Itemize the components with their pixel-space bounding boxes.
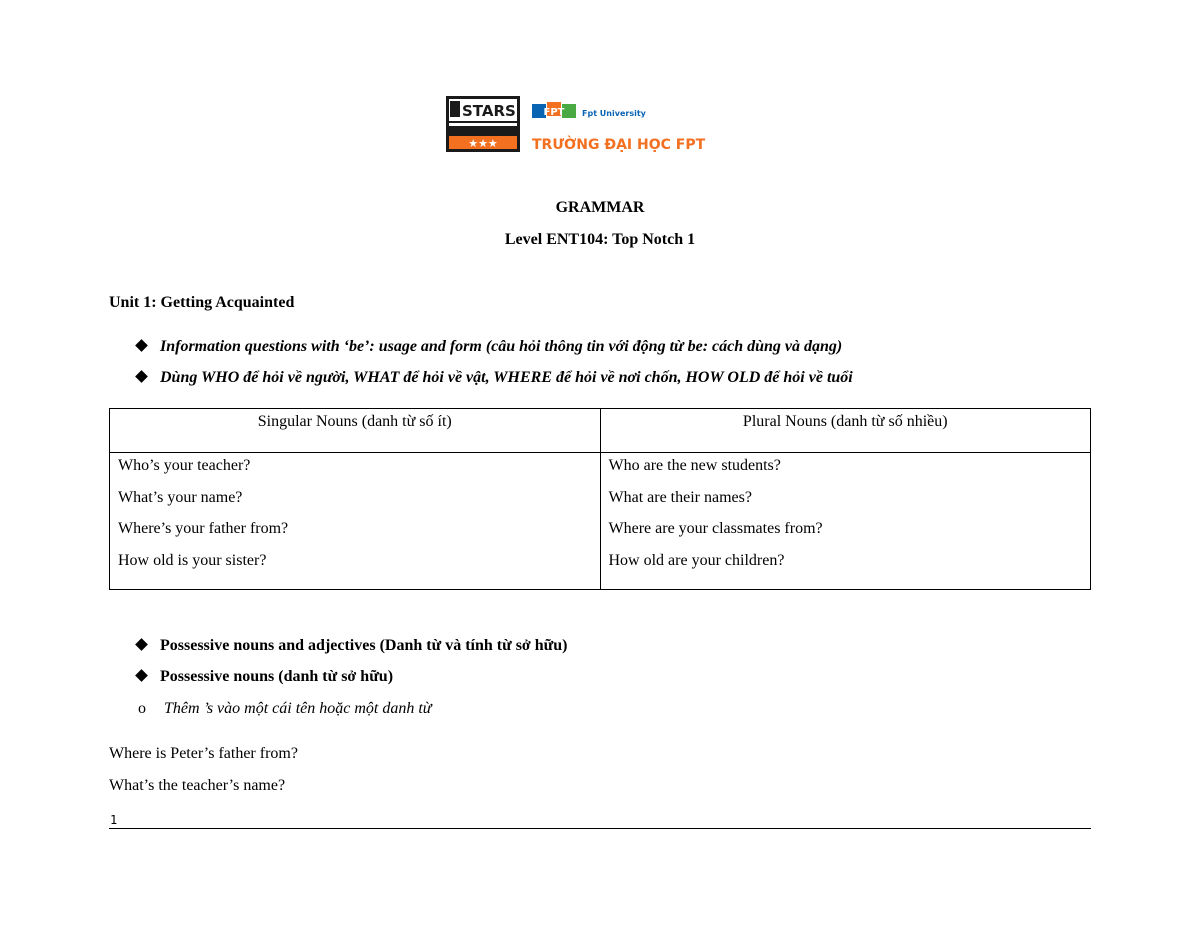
stars-logo	[446, 96, 520, 152]
diamond-bullet-icon	[135, 339, 148, 352]
footer-divider	[109, 828, 1091, 829]
table-cell-line: How old is your sister?	[118, 551, 267, 569]
bullet-item	[137, 369, 853, 387]
fpt-subtitle-text: Fpt University	[582, 109, 646, 118]
table-cell-line: Where are your classmates from?	[608, 520, 823, 537]
table-header-singular: Singular Nouns (danh từ số ít)	[110, 409, 601, 453]
singular-examples-cell	[110, 453, 601, 590]
circle-bullet-icon: o	[138, 700, 146, 717]
bullet-text: Information questions with ‘be’: usage and form (câu hỏi thông tin với động từ be: cách dùng và dạng)	[160, 338, 843, 355]
page-title: GRAMMAR	[555, 199, 645, 216]
table-cell-line: Who’s your teacher?	[118, 457, 251, 474]
fpt-school-name: TRƯỜNG ĐẠI HỌC FPT	[532, 137, 706, 153]
stars-logo-text: STARS	[462, 102, 516, 120]
bullet-text: Possessive nouns (danh từ sở hữu)	[160, 668, 394, 685]
stars-rating-icon: ★★★	[468, 137, 498, 150]
bullet-text: Dùng WHO để hỏi về người, WHAT để hỏi về vật, WHERE để hỏi về nơi chốn, HOW OLD để hỏi về tuổi	[160, 369, 853, 386]
fpt-university-logo	[530, 98, 706, 154]
bullet-item	[137, 637, 568, 655]
example-sentence: What’s the teacher’s name?	[109, 777, 286, 794]
plural-examples-cell	[600, 453, 1091, 590]
bullet-item	[137, 668, 393, 686]
page-number: 1	[110, 813, 118, 827]
diamond-bullet-icon	[135, 638, 148, 651]
grammar-table	[109, 408, 1091, 590]
table-cell-line: What are their names?	[608, 488, 752, 506]
level-subtitle: Level ENT104: Top Notch 1	[504, 231, 696, 248]
sub-bullet-item	[138, 700, 432, 718]
table-cell-line: Who are the new students?	[608, 457, 781, 474]
fpt-mark-text: FPT	[543, 107, 565, 118]
table-cell-line: Where’s your father from?	[118, 520, 289, 537]
bullet-text: Possessive nouns and adjectives (Danh từ và tính từ sở hữu)	[160, 637, 568, 654]
table-row	[110, 453, 1091, 590]
table-cell-line: What’s your name?	[118, 488, 243, 506]
header-logos	[446, 96, 706, 156]
table-header-row	[110, 409, 1091, 453]
example-sentence: Where is Peter’s father from?	[109, 745, 298, 762]
table-cell-line: How old are your children?	[608, 551, 785, 569]
bullet-item	[137, 338, 842, 356]
table-header-plural: Plural Nouns (danh từ số nhiều)	[600, 409, 1091, 453]
diamond-bullet-icon	[135, 669, 148, 682]
unit-heading: Unit 1: Getting Acquainted	[109, 294, 295, 311]
diamond-bullet-icon	[135, 370, 148, 383]
sub-bullet-text: Thêm ’s vào một cái tên hoặc một danh từ	[164, 700, 432, 717]
